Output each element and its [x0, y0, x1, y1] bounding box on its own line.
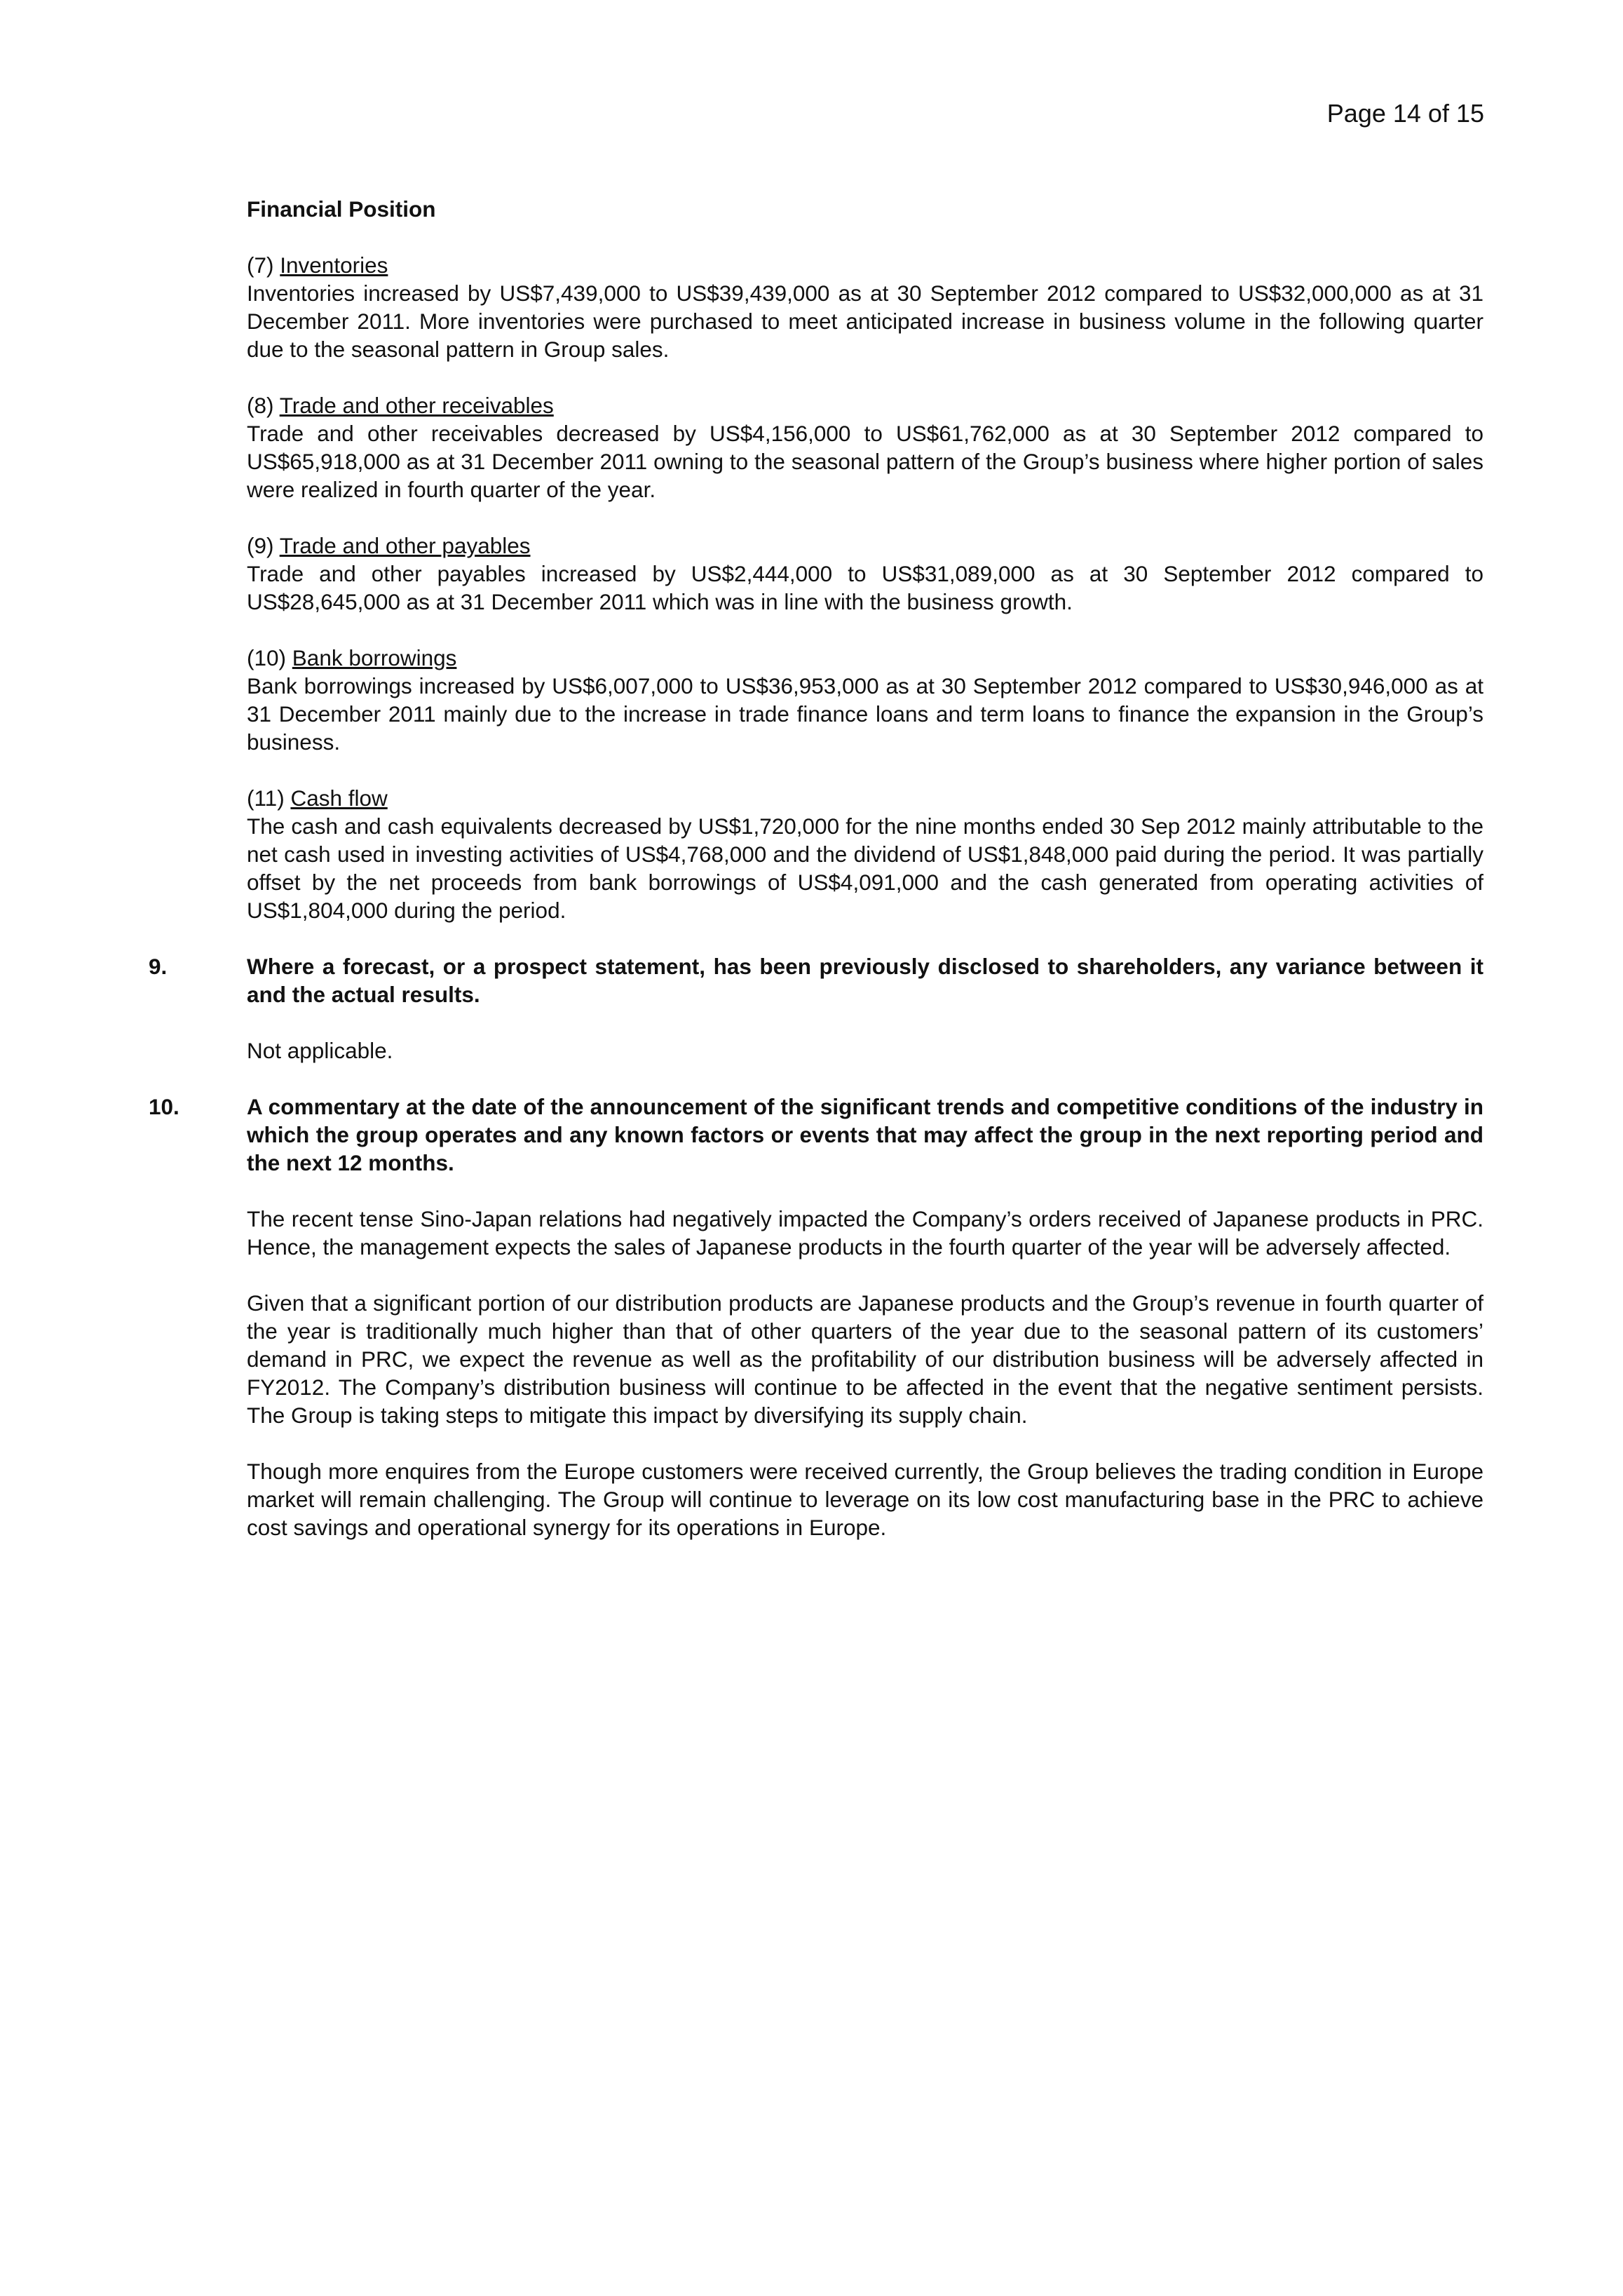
financial-position-heading: Financial Position — [247, 196, 436, 222]
section-number: 10. — [149, 1094, 179, 1119]
item-text: Bank borrowings increased by US$6,007,000 to US$36,953,000 as at 30 September 2012 compared to US$30,946,000 as at 31 December 2011 mainly due to the increase in trade finance loans and term loans to finance the expansion in the Group’s business. — [247, 673, 1483, 755]
item-number: (10) — [247, 645, 287, 670]
item-text: Trade and other payables increased by US$2,444,000 to US$31,089,000 as at 30 September 2012 compared to US$28,645,000 as at 31 December 2011 which was in line with the business growth. — [247, 561, 1483, 614]
page-number: Page 14 of 15 — [1326, 99, 1484, 128]
item-number: (8) — [247, 393, 274, 418]
section-paragraph: Though more enquires from the Europe customers were received currently, the Group believes the trading condition in Europe market will remain challenging. The Group will continue to leverage on its low cost manufacturing base in the PRC to achieve cost savings and operational synergy for its operations in Europe. — [247, 1459, 1483, 1540]
section-paragraph: The recent tense Sino-Japan relations had negatively impacted the Company’s orders received of Japanese products in PRC. Hence, the management expects the sales of Japanese products in the fourth quarter of the year will be adversely affected. — [247, 1206, 1483, 1260]
section-10 — [149, 1093, 1483, 1541]
item-text: Trade and other receivables decreased by US$4,156,000 to US$61,762,000 as at 30 September 2012 compared to US$65,918,000 as at 31 December 2011 owning to the seasonal pattern of the Group’s business where higher portion of sales were realized in fourth quarter of the year. — [247, 421, 1483, 502]
item-title: Inventories — [280, 252, 388, 278]
payables-item — [247, 532, 1483, 616]
financial-position-section — [247, 195, 1483, 924]
section-paragraph: Not applicable. — [247, 1038, 393, 1063]
item-text: Inventories increased by US$7,439,000 to US$39,439,000 as at 30 September 2012 compared to US$32,000,000 as at 31 December 2011. More inventories were purchased to meet anticipated increase in business volume in the following quarter due to the seasonal pattern in Group sales. — [247, 281, 1483, 362]
receivables-item — [247, 391, 1483, 504]
section-9 — [149, 952, 1483, 1065]
item-title: Trade and other receivables — [279, 393, 554, 418]
item-title: Cash flow — [290, 785, 388, 811]
cash-flow-item — [247, 784, 1483, 924]
item-number: (9) — [247, 533, 274, 558]
item-title: Bank borrowings — [292, 645, 457, 670]
item-title: Trade and other payables — [279, 533, 531, 558]
inventories-item — [247, 251, 1483, 363]
item-number: (11) — [247, 785, 285, 811]
item-text: The cash and cash equivalents decreased by US$1,720,000 for the nine months ended 30 Sep 2012 mainly attributable to the net cash used in investing activities of US$4,768,000 and the dividend of US$1,848,000 paid during the period. It was partially offset by the net proceeds from bank borrowings of US$4,091,000 and the cash generated from operating activities of US$1,804,000 during the period. — [247, 813, 1483, 923]
section-title: Where a forecast, or a prospect statement, has been previously disclosed to shareholders, any variance between it and the actual results. — [247, 954, 1483, 1007]
section-number: 9. — [149, 954, 168, 979]
bank-borrowings-item — [247, 644, 1483, 756]
section-title: A commentary at the date of the announcement of the significant trends and competitive conditions of the industry in which the group operates and any known factors or events that may affect the group in the next reporting period and the next 12 months. — [247, 1094, 1483, 1175]
document-body — [149, 195, 1483, 1541]
item-number: (7) — [247, 252, 274, 278]
section-paragraph: Given that a significant portion of our distribution products are Japanese products and the Group’s revenue in fourth quarter of the year is traditionally much higher than that of other quarters of the year due to the seasonal pattern of its customers’ demand in PRC, we expect the revenue as well as the profitability of our distribution business will be adversely affected in FY2012. The Company’s distribution business will continue to be affected in the event that the negative sentiment persists. The Group is taking steps to mitigate this impact by diversifying its supply chain. — [247, 1290, 1483, 1428]
